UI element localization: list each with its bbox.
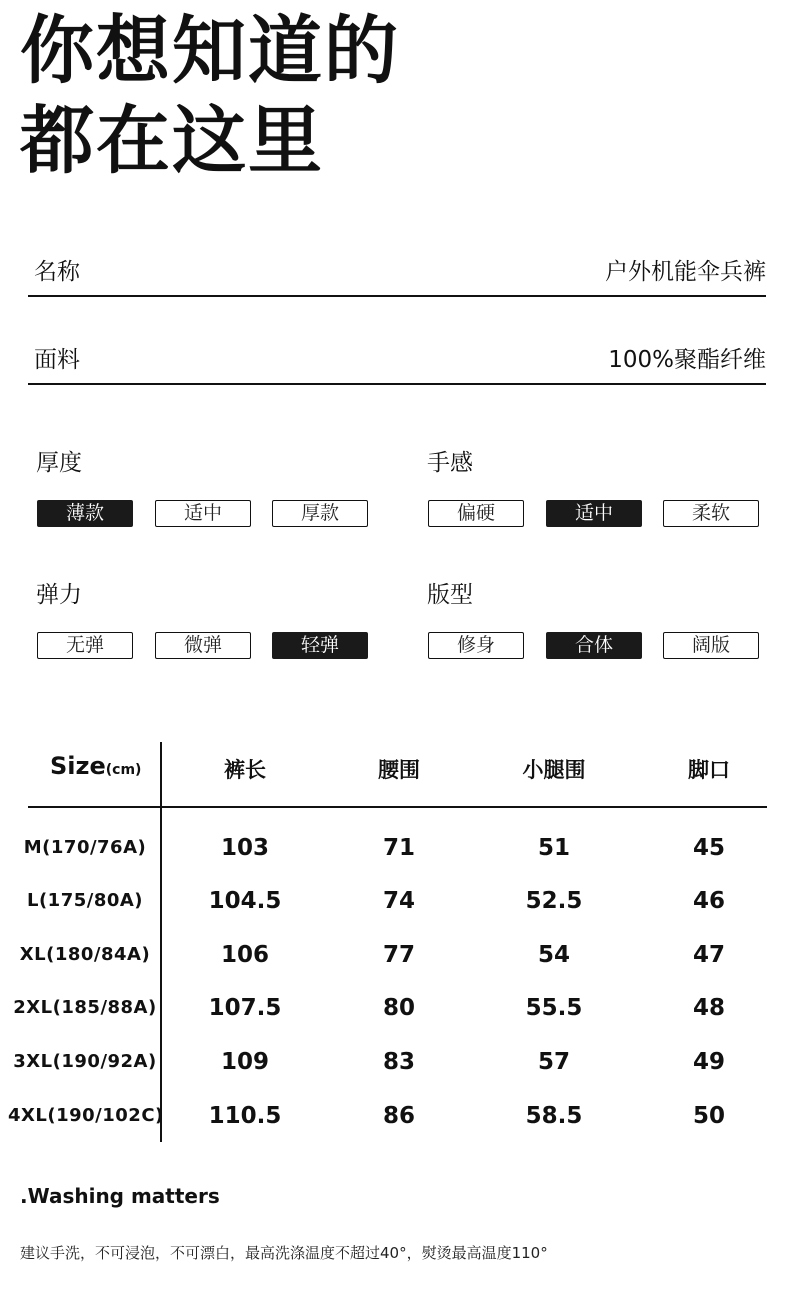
option-thickness-medium: 适中 [155,500,251,527]
info-label: 名称 [34,259,80,285]
cell-length: 109 [220,1049,269,1075]
size-label: XL(180/84A) [19,944,151,965]
size-unit: (cm) [105,762,142,778]
cell-waist: 77 [382,942,415,968]
cell-calf: 58.5 [525,1103,583,1129]
col-header-calf: 小腿围 [522,758,586,782]
table-row [0,1097,790,1137]
cell-length: 110.5 [208,1103,282,1129]
size-label: 4XL(190/102C) [8,1105,164,1126]
size-label: L(175/80A) [26,890,144,911]
cell-length: 107.5 [208,995,282,1021]
option-fit-regular: 合体 [546,632,642,659]
option-thickness-thick: 厚款 [272,500,368,527]
attr-title-feel: 手感 [427,450,473,476]
table-row [0,989,790,1029]
cell-length: 103 [220,835,269,861]
headline-line-1: 你想知道的 [20,8,400,94]
table-row [0,936,790,976]
info-value: 100%聚酯纤维 [608,347,766,373]
option-feel-hard: 偏硬 [428,500,524,527]
option-thickness-thin: 薄款 [37,500,133,527]
option-feel-medium: 适中 [546,500,642,527]
info-row-fabric [28,333,766,385]
option-fit-slim: 修身 [428,632,524,659]
col-header-waist: 腰围 [378,758,420,782]
option-elasticity-slight: 微弹 [155,632,251,659]
info-label: 面料 [34,347,80,373]
cell-calf: 52.5 [525,888,583,914]
cell-hem: 50 [692,1103,725,1129]
col-header-hem: 脚口 [688,758,730,782]
cell-waist: 74 [382,888,415,914]
table-row [0,1043,790,1083]
cell-waist: 83 [382,1049,415,1075]
washing-title: .Washing matters [20,1184,220,1208]
info-row-name [28,245,766,297]
info-value: 户外机能伞兵裤 [605,259,766,285]
attr-title-elasticity: 弹力 [36,582,82,608]
cell-length: 104.5 [208,888,282,914]
cell-hem: 47 [692,942,725,968]
attr-title-thickness: 厚度 [36,450,82,476]
option-fit-wide: 阔版 [663,632,759,659]
table-row [0,882,790,922]
headline-line-2: 都在这里 [20,98,324,184]
size-title-text: Size [50,752,106,780]
attr-title-fit: 版型 [427,582,473,608]
cell-hem: 48 [692,995,725,1021]
size-label: 3XL(190/92A) [13,1051,157,1072]
cell-waist: 80 [382,995,415,1021]
option-elasticity-none: 无弹 [37,632,133,659]
table-row [0,829,790,869]
col-header-length: 裤长 [224,758,266,782]
cell-hem: 49 [692,1049,725,1075]
cell-calf: 55.5 [525,995,583,1021]
cell-calf: 54 [537,942,570,968]
cell-waist: 71 [382,835,415,861]
washing-instructions: 建议手洗，不可浸泡，不可漂白，最高洗涤温度不超过40°，熨烫最高温度110° [20,1244,548,1262]
option-feel-soft: 柔软 [663,500,759,527]
cell-hem: 46 [692,888,725,914]
size-label: 2XL(185/88A) [13,997,157,1018]
option-elasticity-light: 轻弹 [272,632,368,659]
table-horizontal-divider [28,806,767,808]
cell-waist: 86 [382,1103,415,1129]
size-table-title [50,752,141,780]
size-label: M(170/76A) [23,837,147,858]
cell-calf: 51 [537,835,570,861]
cell-calf: 57 [537,1049,570,1075]
cell-hem: 45 [692,835,725,861]
cell-length: 106 [220,942,269,968]
